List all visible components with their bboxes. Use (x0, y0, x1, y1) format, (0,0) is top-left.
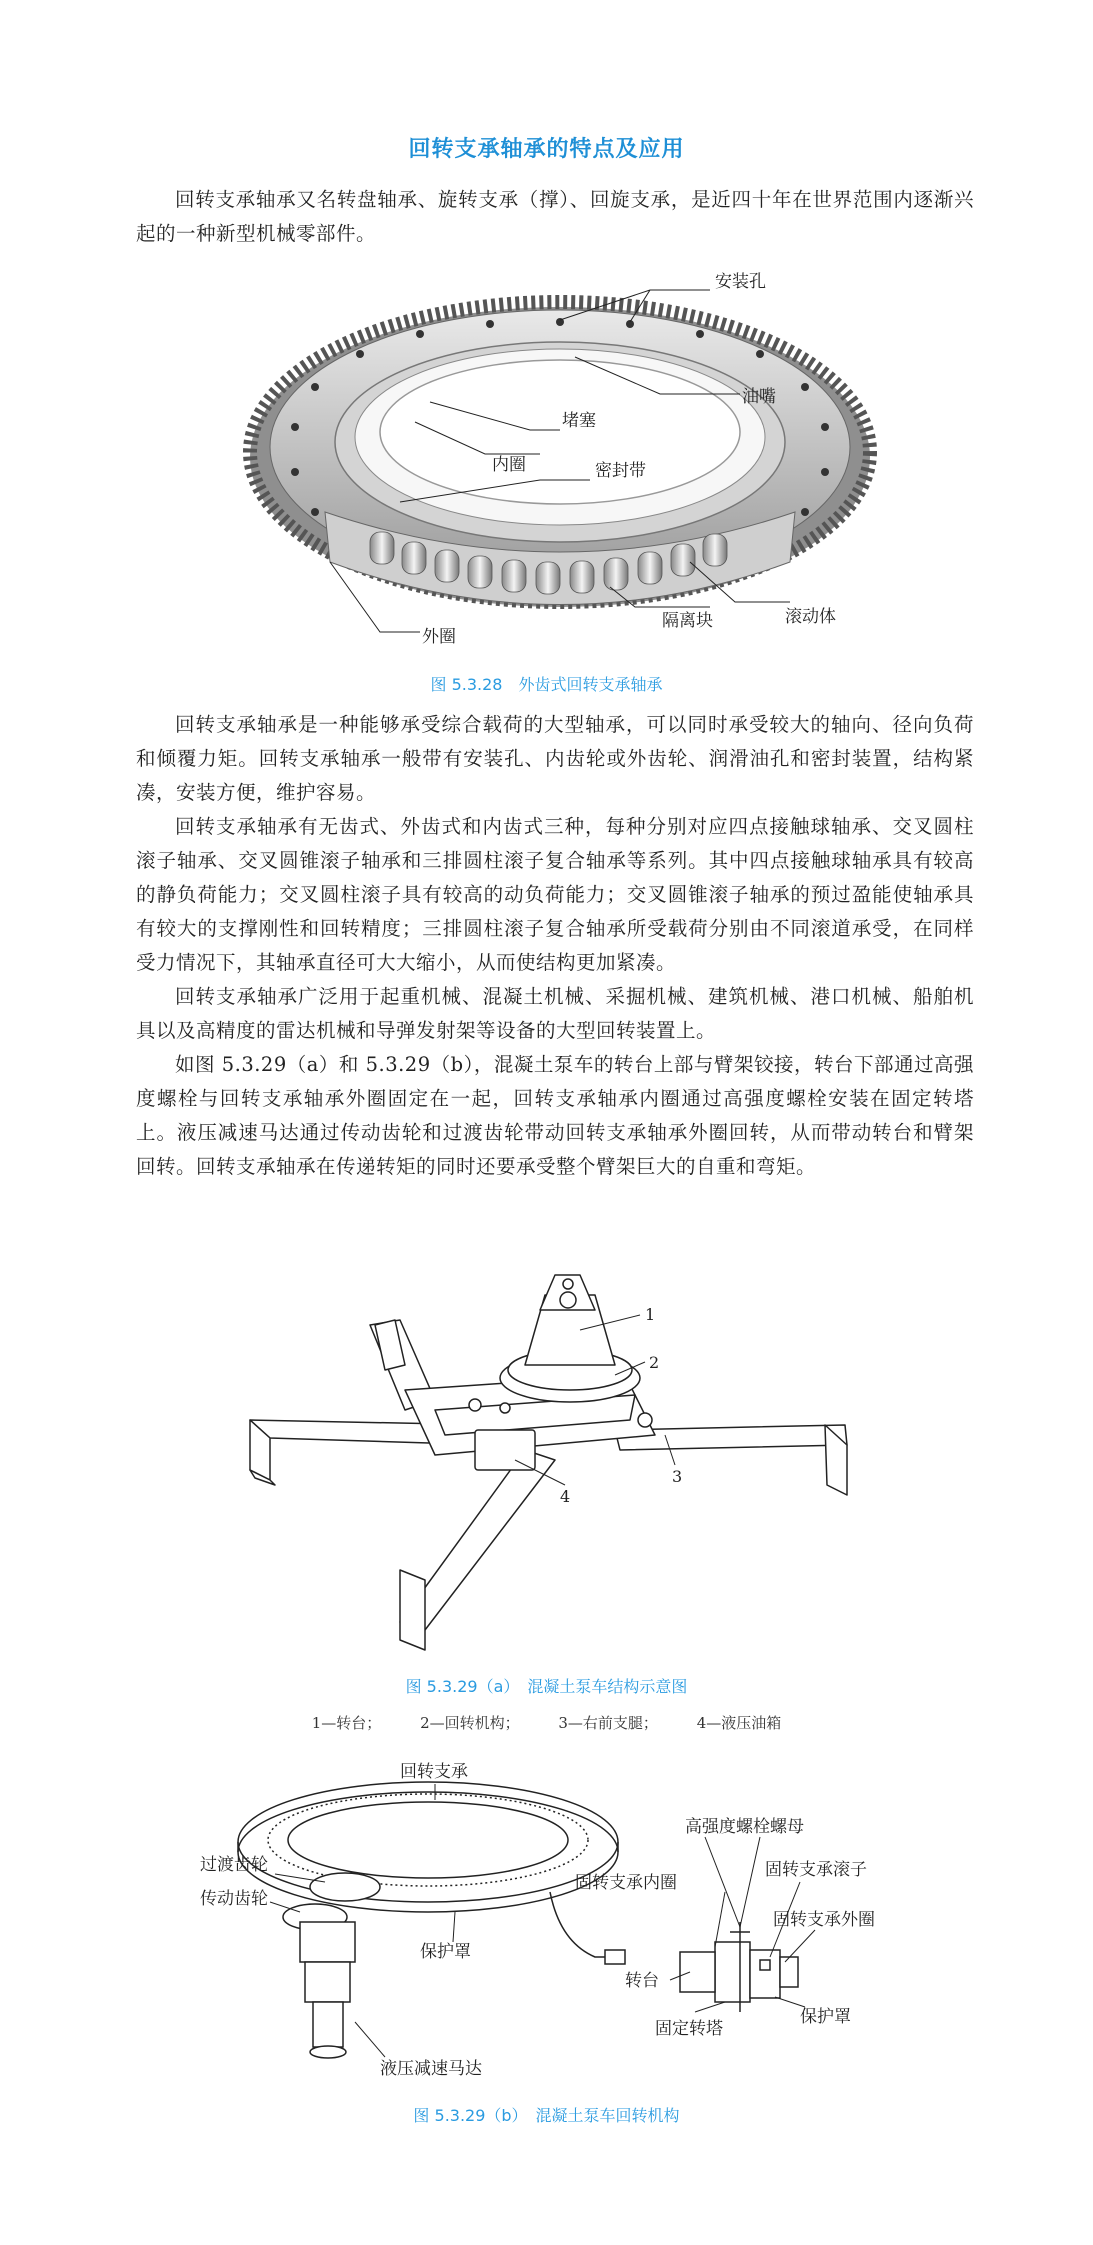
label-inner-ring: 内圈 (492, 455, 526, 475)
label-num-3: 3 (672, 1467, 683, 1486)
label-seal: 密封带 (595, 461, 646, 481)
label-num-1: 1 (645, 1305, 656, 1324)
label-rolling-body: 滚动体 (785, 607, 836, 627)
label-bolt-nut: 高强度螺栓螺母 (685, 1817, 804, 1837)
paragraph-types: 回转支承轴承有无齿式、外齿式和内齿式三种，每种分别对应四点接触球轴承、交叉圆柱滚子轴承、交叉圆锥滚子轴承和三排圆柱滚子复合轴承等系列。其中四点接触球轴承具有较高的静负荷能力；交叉圆柱滚子具有较高的动负荷能力；交叉圆锥滚子轴承的预过盈能使轴承具有较大的支撑刚性和回转精度；三排圆柱滚子复合轴承所受载荷分别由不同滚道承受，在同样受力情况下，其轴承直径可大大缩小，从而使结构更加紧凑。 (136, 815, 974, 974)
label-num-2: 2 (649, 1353, 660, 1372)
figure3-caption: 图 5.3.29（b） 混凝土泵车回转机构 (413, 2106, 680, 2125)
page-title: 回转支承轴承的特点及应用 (408, 137, 685, 162)
legend-item-1: 1—转台； (311, 1714, 382, 1732)
label-motor: 液压减速马达 (380, 2059, 482, 2079)
paragraph-intro: 回转支承轴承又名转盘轴承、旋转支承（撑）、回旋支承，是近四十年在世界范围内逐渐兴起的一种新型机械零部件。 (136, 188, 974, 245)
label-outer-ring: 外圈 (422, 627, 456, 647)
legend-item-2: 2—回转机构； (420, 1714, 520, 1732)
figure-slewing-mechanism (195, 1762, 895, 2087)
figure-slewing-bearing (230, 262, 880, 662)
figure-pump-truck (235, 1270, 875, 1660)
label-spacer: 隔离块 (662, 611, 713, 631)
label-oil-nozzle: 油嘴 (742, 387, 776, 407)
label-bearing-roller: 固转支承滚子 (765, 1860, 867, 1880)
legend-item-4: 4—液压油箱 (696, 1714, 782, 1732)
legend-item-3: 3—右前支腿； (558, 1714, 658, 1732)
label-slewing-bearing: 回转支承 (400, 1762, 468, 1782)
figure2-caption: 图 5.3.29（a） 混凝土泵车结构示意图 (405, 1677, 688, 1696)
paragraph-pump-truck: 如图 5.3.29（a）和 5.3.29（b），混凝土泵车的转台上部与臂架铰接，转台下部通过高强度螺栓与回转支承轴承外圈固定在一起，回转支承轴承内圈通过高强度螺栓安装在固定转塔上。液压减速马达通过传动齿轮和过渡齿轮带动回转支承轴承外圈回转，从而带动转台和臂架回转。回转支承轴承在传递转矩的同时还要承受整个臂架巨大的自重和弯矩。 (136, 1053, 974, 1178)
label-drive-gear: 传动齿轮 (200, 1889, 268, 1909)
label-bearing-outer: 固转支承外圈 (773, 1910, 875, 1930)
label-plug: 堵塞 (562, 411, 596, 431)
figure1-caption: 图 5.3.28 外齿式回转支承轴承 (430, 675, 663, 694)
paragraph-applications: 回转支承轴承广泛用于起重机械、混凝土机械、采掘机械、建筑机械、港口机械、船舶机具以及高精度的雷达机械和导弹发射架等设备的大型回转装置上。 (136, 985, 974, 1042)
label-cover: 保护罩 (420, 1942, 471, 1962)
label-cover-2: 保护罩 (800, 2007, 851, 2027)
label-turntable: 转台 (625, 1971, 659, 1991)
label-mounting-hole: 安装孔 (715, 272, 766, 292)
label-bearing-inner: 固转支承内圈 (575, 1873, 677, 1893)
paragraph-features: 回转支承轴承是一种能够承受综合载荷的大型轴承，可以同时承受较大的轴向、径向负荷和倾覆力矩。回转支承轴承一般带有安装孔、内齿轮或外齿轮、润滑油孔和密封装置，结构紧凑，安装方便，维护容易。 (136, 713, 974, 804)
figure2-legend (0, 1712, 1093, 1733)
label-transition-gear: 过渡齿轮 (200, 1855, 268, 1875)
label-fixed-tower: 固定转塔 (655, 2019, 723, 2039)
label-num-4: 4 (560, 1487, 571, 1506)
